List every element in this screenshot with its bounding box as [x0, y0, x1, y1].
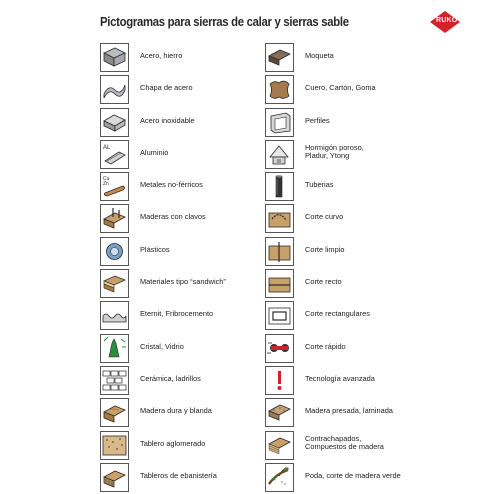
pictogram-label: Plásticos [140, 244, 170, 254]
pictogram-label: Cerámica, ladrillos [140, 373, 201, 383]
rectangular-cut-icon [265, 301, 294, 330]
pictogram-label: Corte curvo [305, 212, 344, 222]
wood-with-nails-icon [100, 204, 129, 233]
pictogram-item [265, 107, 465, 139]
logo-text: RUKO [436, 17, 458, 24]
straight-cut-icon [265, 269, 294, 298]
carpet-icon [265, 43, 294, 72]
pictogram-label: Acero, hierro [140, 51, 183, 60]
non-ferrous-metal-icon [100, 172, 129, 201]
pictogram-label: Contrachapados, Compuestos de madera [305, 433, 384, 452]
pictogram-label: Madera presada, laminada [305, 406, 393, 416]
aerated-concrete-icon [265, 140, 294, 169]
right-column [265, 42, 465, 494]
pictogram-label: Eternit, Fribrocemento [140, 309, 214, 319]
leather-icon [265, 75, 294, 104]
plastics-icon [100, 237, 129, 266]
pictogram-label: Chapa de acero [140, 83, 193, 93]
pressed-wood-icon [265, 398, 294, 427]
pictogram-label: Metales no-férricos [140, 180, 203, 190]
pictogram-label: Poda, corte de madera verde [305, 470, 401, 480]
pictogram-item [265, 236, 465, 268]
pictogram-item [265, 171, 465, 203]
pictogram-label: Tableros de ebanistería [140, 470, 217, 480]
pictogram-item [265, 139, 465, 171]
advanced-technology-icon [265, 366, 294, 395]
pictogram-item [265, 74, 465, 106]
pictogram-item [265, 300, 465, 332]
steel-beam-icon [100, 43, 129, 72]
plywood-icon [265, 431, 294, 460]
pictogram-label: Corte rápido [305, 341, 346, 351]
ruko-logo [430, 11, 460, 33]
pictogram-label: Tecnología avanzada [305, 373, 375, 383]
pictogram-item [265, 268, 465, 300]
glass-icon [100, 334, 129, 363]
pictogram-label: Corte rectangulares [305, 309, 370, 319]
svg-text:Cu: Cu [103, 176, 110, 183]
svg-text:AL: AL [103, 144, 111, 151]
pictogram-label: Tuberias [305, 180, 334, 190]
pictogram-label: Cuero, Cartón, Goma [305, 83, 376, 93]
pictogram-item [265, 203, 465, 235]
clean-cut-icon [265, 237, 294, 266]
pipes-icon [265, 172, 294, 201]
pictogram-label: Aluminio [140, 147, 169, 157]
pictogram-item [265, 333, 465, 365]
fast-cut-icon [265, 334, 294, 363]
sandwich-material-icon [100, 269, 129, 298]
aluminium-icon [100, 140, 129, 169]
pictogram-label: Corte recto [305, 277, 342, 287]
pictogram-label: Tablero aglomerado [140, 438, 206, 448]
pictogram-item [265, 462, 465, 494]
sheet-steel-icon [100, 75, 129, 104]
pictogram-label: Materiales tipo “sandwich” [140, 277, 226, 287]
pictogram-label: Acero inoxidable [140, 115, 195, 125]
pictogram-label: Corte limpio [305, 244, 345, 254]
profiles-icon [265, 108, 294, 137]
svg-text:Zn: Zn [103, 181, 109, 188]
pictogram-label: Cristal, Vidrio [140, 341, 184, 351]
pictogram-item [265, 365, 465, 397]
pictogram-item [265, 397, 465, 429]
chipboard-icon [100, 431, 129, 460]
header [100, 11, 460, 35]
ceramic-icon [100, 366, 129, 395]
pictogram-label: Hormigón poroso, Pladur, Ytong [305, 142, 364, 161]
pictogram-label: Perfiles [305, 115, 330, 125]
pictogram-label: Maderas con clavos [140, 212, 206, 222]
pictogram-item [265, 42, 465, 74]
stainless-steel-icon [100, 108, 129, 137]
pictogram-label: Moqueta [305, 51, 334, 60]
pictogram-item [265, 430, 465, 462]
hard-soft-wood-icon [100, 398, 129, 427]
fibre-cement-icon [100, 301, 129, 330]
curved-cut-icon [265, 204, 294, 233]
page-title: Pictogramas para sierras de calar y sierras sable [100, 14, 349, 29]
pictogram-label: Madera dura y blanda [140, 406, 212, 416]
